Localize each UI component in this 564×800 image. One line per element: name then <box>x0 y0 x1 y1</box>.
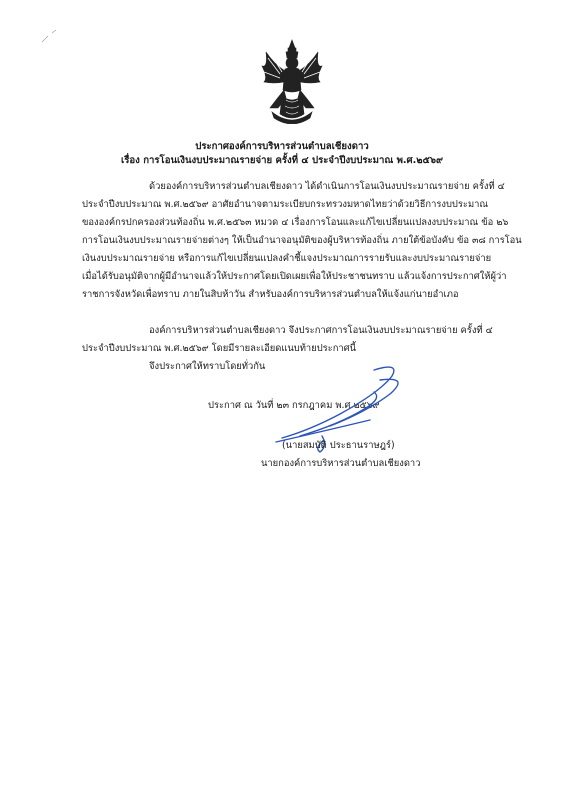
scan-speck <box>40 24 70 44</box>
announcement-subject: เรื่อง การโอนเงินงบประมาณรายจ่าย ครั้งที่ ๔ ประจำปีงบประมาณ พ.ศ.๒๕๖๙ <box>120 155 443 166</box>
body-line: ประจำปีงบประมาณ พ.ศ.๒๕๖๙ โดยมีรายละเอียดแนบท้ายประกาศนี้ <box>82 343 357 354</box>
body-line: ขององค์กรปกครองส่วนท้องถิ่น พ.ศ.๒๕๖๓ หมวด ๔ เรื่องการโอนและแก้ไขเปลี่ยนแปลงงบประมาณ ข้อ ๒๖ <box>82 217 509 228</box>
body-line: การโอนเงินงบประมาณรายจ่ายต่างๆ ให้เป็นอำนาจอนุมัติของผู้บริหารท้องถิ่น ภายใต้ข้อบังคับ ข้อ ๓๘ การโอน <box>82 235 522 246</box>
body-line: ด้วยองค์การบริหารส่วนตำบลเชียงดาว ได้ดำเนินการโอนเงินงบประมาณรายจ่าย ครั้งที่ ๔ <box>149 181 505 192</box>
body-line: องค์การบริหารส่วนตำบลเชียงดาว จึงประกาศการโอนเงินงบประมาณรายจ่าย ครั้งที่ ๔ <box>149 325 493 336</box>
announcement-date: ประกาศ ณ วันที่ ๒๓ กรกฎาคม พ.ศ.๒๕๖๙ <box>208 400 380 411</box>
body-line: เงินงบประมาณรายจ่าย หรือการแก้ไขเปลี่ยนแปลงคำชี้แจงประมาณการรายรับและงบประมาณรายจ่าย <box>82 253 492 264</box>
signer-name: (นายสมบัติ ประธานราษฎร์) <box>282 440 395 451</box>
announcement-title: ประกาศองค์การบริหารส่วนตำบลเชียงดาว <box>195 141 369 152</box>
garuda-emblem-icon <box>258 38 326 124</box>
body-line: เมื่อได้รับอนุมัติจากผู้มีอำนาจแล้วให้ประกาศโดยเปิดเผยเพื่อให้ประชาชนทราบ แล้วแจ้งการประกาศให้ผู้ว่า <box>82 271 507 282</box>
closing-line: จึงประกาศให้ทราบโดยทั่วกัน <box>149 361 266 372</box>
body-line: ประจำปีงบประมาณ พ.ศ.๒๕๖๙ อาศัยอำนาจตามระเบียบกระทรวงมหาดไทยว่าด้วยวิธีการงบประมาณ <box>82 199 489 210</box>
body-line: ราชการจังหวัดเพื่อทราบ ภายในสิบห้าวัน สำหรับองค์การบริหารส่วนตำบลให้แจ้งแก่นายอำเภอ <box>82 289 459 300</box>
signer-title: นายกองค์การบริหารส่วนตำบลเชียงดาว <box>261 458 421 469</box>
